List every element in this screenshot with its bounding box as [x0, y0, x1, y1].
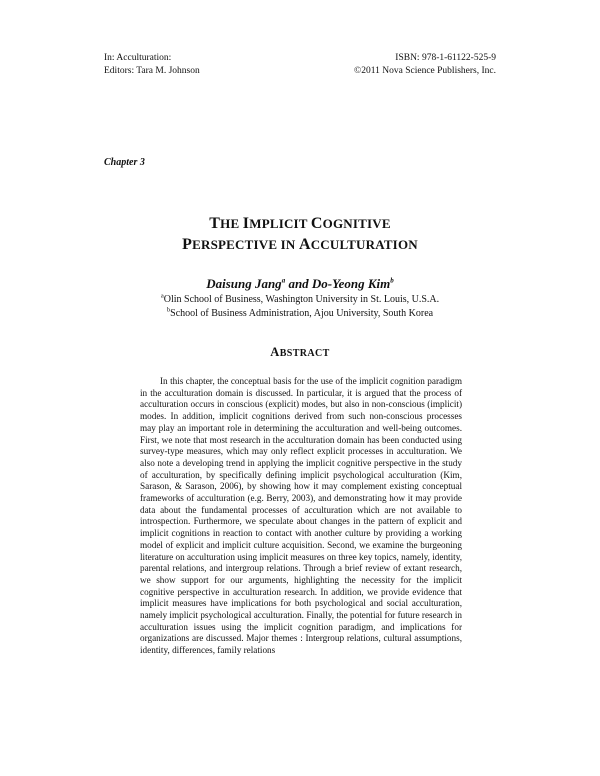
- title-line-2: [104, 234, 496, 255]
- affiliation-a-text: Olin School of Business, Washington University in St. Louis, U.S.A.: [163, 294, 440, 305]
- author-1-affil-mark: a: [281, 276, 286, 285]
- author-2: Do-Yeong Kim: [311, 276, 391, 291]
- title-rest: HE: [220, 216, 243, 231]
- title-line-1: [104, 213, 496, 234]
- title-cap: T: [209, 215, 221, 232]
- title-cap: C: [310, 215, 323, 232]
- affiliation-b-text: School of Business Administration, Ajou University, South Korea: [170, 308, 434, 319]
- abstract-text: In this chapter, the conceptual basis for the use of the implicit cognition paradigm in the acculturation domain is discussed. In particular, it is argued that the process of acculturation occurs in conscious (explicit) modes, but also in non-conscious (implicit) modes. In addition, implicit cognitions derived from such non-conscious processes may play an important role in determining the acculturation and well-being outcomes. First, we note that most research in the acculturation domain has been conducted using survey-type measures, which may only reflect explicit processes in acculturation. We also note a developing trend in applying the implicit cognitive perspective in the study of acculturation, by specifically defining implicit psychological acculturation (Kim, Sarason, & Sarason, 2006), by showing how it may complement existing conceptual frameworks of acculturation (e.g. Berry, 2003), and demonstrating how it may provide data about the fundamental processes of acculturation which are not available to introspection. Furthermore, we speculate about changes in the pattern of explicit and implicit cognitions in reaction to contact with another culture by providing a working model of explicit and implicit culture acquisition. Second, we examine the burgeoning literature on acculturation using implicit measures on three key topics, namely, identity, parental relations, and intergroup relations. Through a brief review of extant research, we show support for our arguments, highlighting the necessity for the implicit cognitive perspective in acculturation research. In addition, we provide evidence that implicit measures have implications for both psychological and social acculturation, namely implicit psychological acculturation. Finally, the potential for future research in acculturation issues using the implicit cognition paradigm, and implications for organizations are discussed. Major themes : Intergroup relations, cultural assumptions, identity, differences, family relations: [140, 376, 462, 656]
- abstract-heading-rest: BSTRACT: [279, 348, 330, 359]
- affiliation-a-mark: a: [160, 292, 164, 300]
- affiliation-b-mark: b: [166, 306, 171, 314]
- publisher-line: ©2011 Nova Science Publishers, Inc.: [354, 65, 496, 76]
- chapter-label: Chapter 3: [104, 157, 145, 168]
- title-rest: CCULTURATION: [310, 237, 418, 252]
- title-cap: A: [298, 236, 311, 253]
- abstract-heading: [104, 345, 496, 360]
- chapter-title: [104, 213, 496, 255]
- author-2-affil-mark: b: [390, 276, 394, 285]
- affiliation-a: [104, 294, 496, 305]
- affiliation-b: [104, 308, 496, 319]
- abstract-heading-cap: A: [270, 345, 280, 359]
- title-rest: ERSPECTIVE IN: [192, 237, 299, 252]
- title-cap: I: [242, 215, 250, 232]
- book-line: In: Acculturation:: [104, 53, 172, 63]
- header-right: [354, 52, 496, 77]
- title-rest: MPLICIT: [249, 216, 311, 231]
- author-line: [104, 276, 496, 292]
- editors-line: Editors: Tara M. Johnson: [104, 65, 200, 76]
- header-left: [104, 52, 200, 77]
- author-1: Daisung Jang: [206, 276, 282, 291]
- author-joiner: and: [285, 276, 312, 291]
- title-cap: P: [182, 236, 193, 253]
- title-rest: OGNITIVE: [322, 216, 391, 231]
- isbn-line: ISBN: 978-1-61122-525-9: [395, 53, 496, 63]
